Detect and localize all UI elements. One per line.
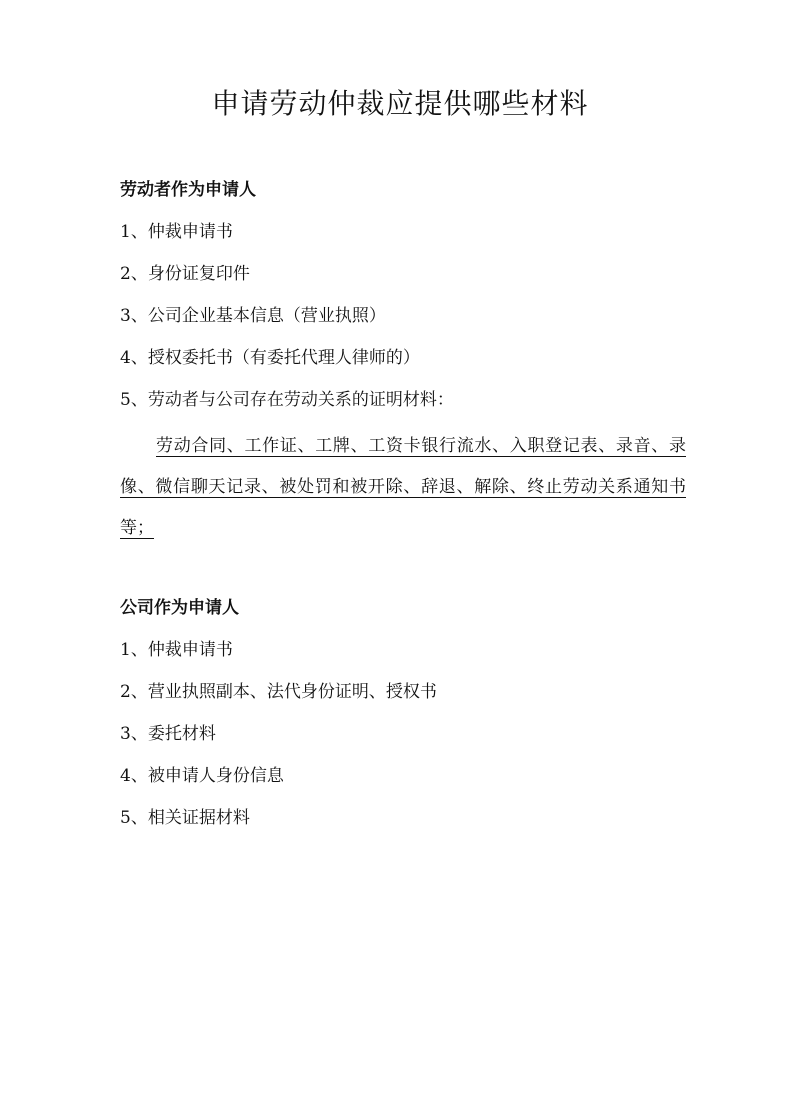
company-item-5: 5、相关证据材料 (120, 808, 250, 828)
company-item-3: 3、委托材料 (120, 724, 216, 744)
worker-item-2: 2、身份证复印件 (120, 264, 250, 284)
worker-item-3: 3、公司企业基本信息（营业执照） (120, 306, 386, 326)
worker-item-4: 4、授权委托书（有委托代理人律师的） (120, 348, 420, 368)
company-item-1: 1、仲裁申请书 (120, 640, 233, 660)
company-item-4: 4、被申请人身份信息 (120, 766, 284, 786)
worker-item-1: 1、仲裁申请书 (120, 222, 233, 242)
evidence-paragraph (120, 426, 686, 549)
document-title: 申请劳动仲裁应提供哪些材料 (211, 87, 589, 120)
company-section-heading: 公司作为申请人 (120, 598, 239, 618)
evidence-note-text: 劳动合同、工作证、工牌、工资卡银行流水、入职登记表、录音、录像、微信聊天记录、被处罚和被开除、辞退、解除、终止劳动关系通知书等； (120, 436, 686, 538)
company-item-2: 2、营业执照副本、法代身份证明、授权书 (120, 682, 437, 702)
worker-item-5: 5、劳动者与公司存在劳动关系的证明材料： (120, 390, 454, 410)
worker-section-heading: 劳动者作为申请人 (120, 180, 256, 200)
